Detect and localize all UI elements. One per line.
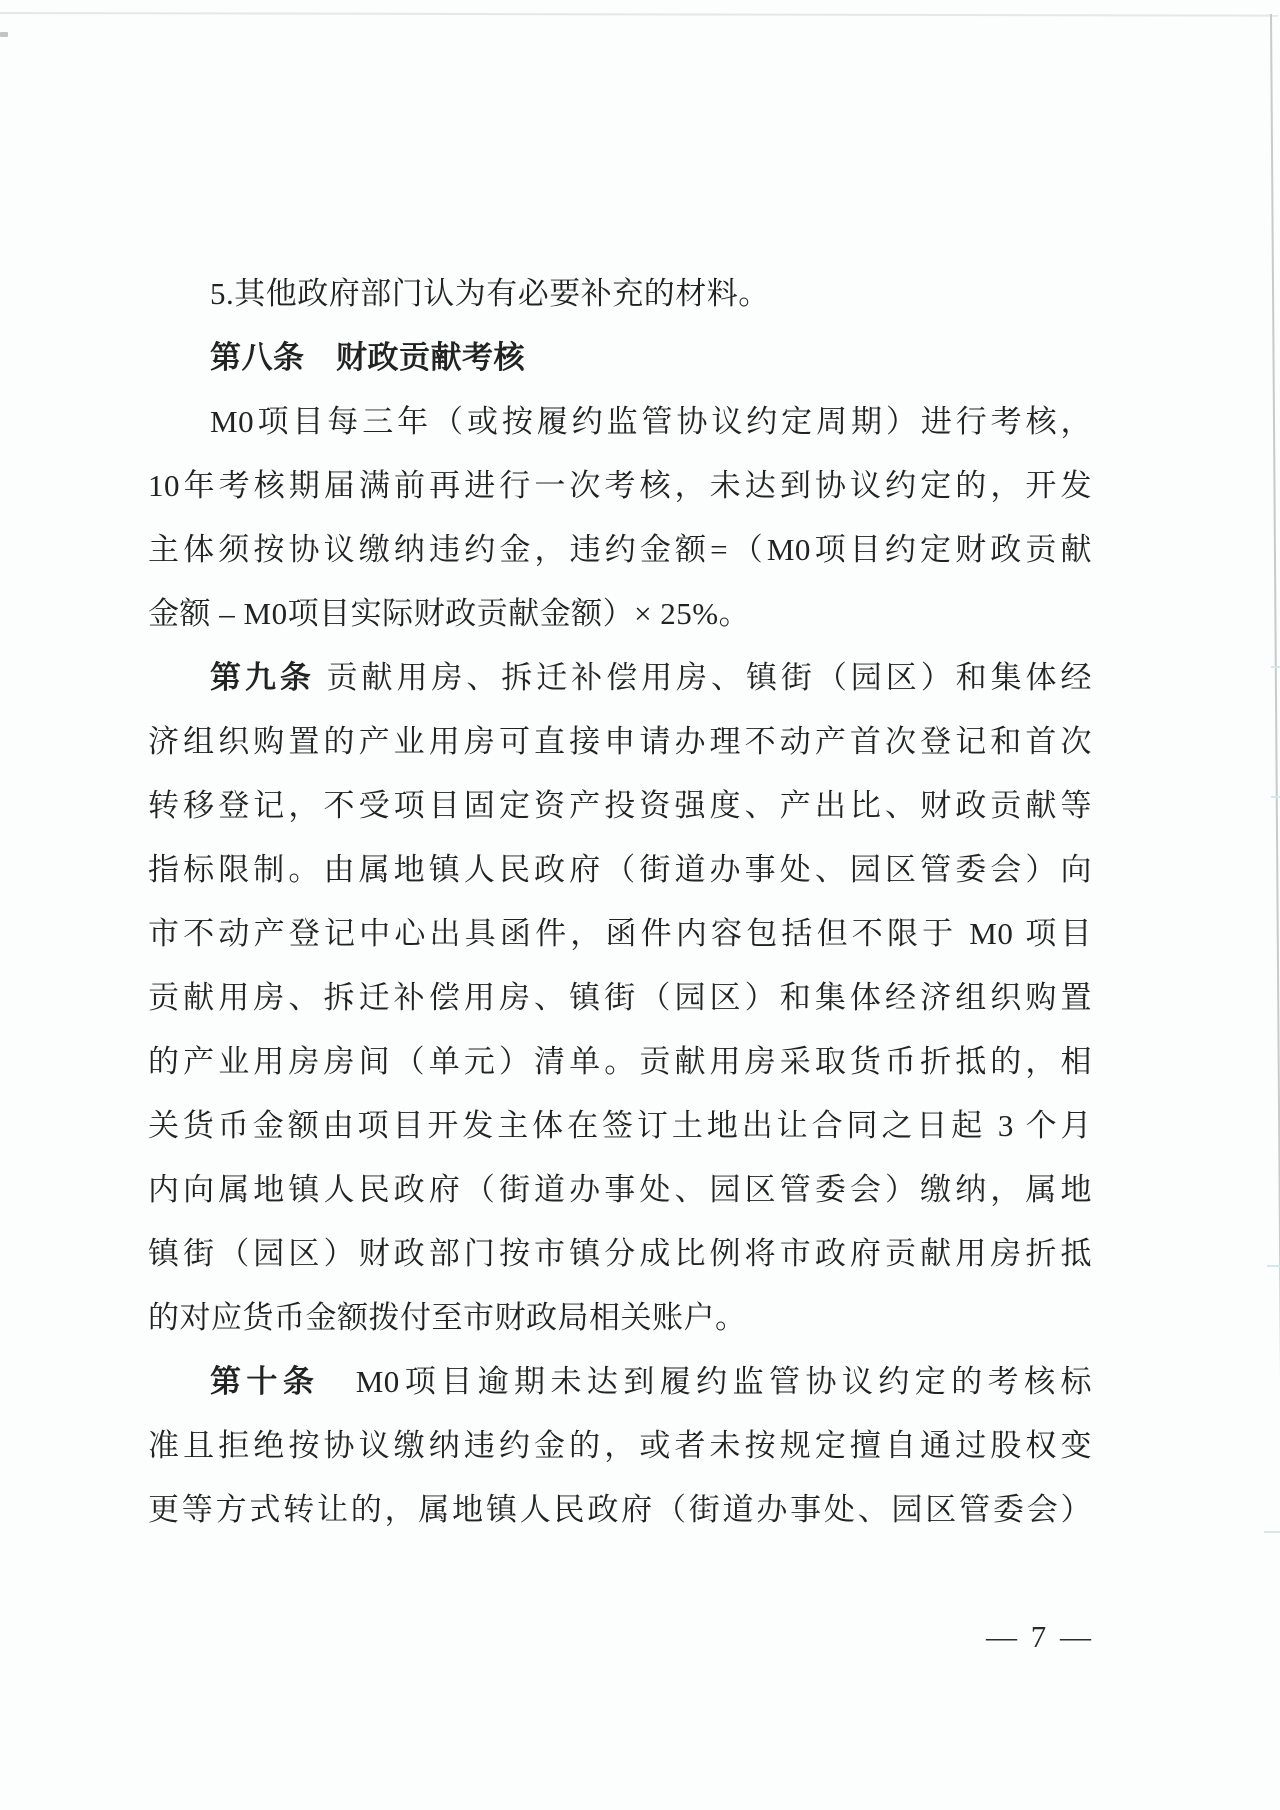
text-line: [148, 454, 1092, 518]
scan-top-edge-line: [0, 12, 1278, 16]
text-line: [148, 646, 1092, 710]
text-segment: M0项目逾期未达到履约监管协议约定的考核标: [319, 1364, 1093, 1399]
scan-right-edge-line: [1270, 14, 1280, 1808]
text-segment: 5.其他政府部门认为有必要补充的材料。: [210, 276, 770, 311]
text-segment: 10年考核期届满前再进行一次考核，未达到协议约定的，开发: [148, 468, 1092, 503]
text-segment: 更等方式转让的，属地镇人民政府（街道办事处、园区管委会）: [148, 1492, 1092, 1527]
text-segment: 镇街（园区）财政部门按市镇分成比例将市政府贡献用房折抵: [148, 1236, 1092, 1271]
text-line: [148, 1350, 1092, 1414]
text-segment: 关货币金额由项目开发主体在签订土地出让合同之日起 3 个月: [148, 1108, 1092, 1143]
text-segment: 市不动产登记中心出具函件，函件内容包括但不限于 M0 项目: [148, 916, 1092, 951]
text-line: [148, 262, 1092, 326]
scan-corner-mark: [0, 32, 8, 37]
text-segment: 金额 – M0项目实际财政贡献金额）× 25%。: [148, 596, 751, 631]
text-line: [148, 1414, 1092, 1478]
text-segment: 指标限制。由属地镇人民政府（街道办事处、园区管委会）向: [148, 852, 1092, 887]
text-line: [148, 1478, 1092, 1542]
text-segment: 的产业用房房间（单元）清单。贡献用房采取货币折抵的，相: [148, 1044, 1092, 1079]
text-line: [148, 838, 1092, 902]
text-line: [148, 774, 1092, 838]
scan-edge-tick: [1264, 1531, 1280, 1533]
bold-text-segment: 第八条 财政贡献考核: [210, 340, 525, 375]
text-line: [148, 902, 1092, 966]
bold-text-segment: 第九条: [210, 660, 315, 695]
text-line: [148, 966, 1092, 1030]
page-number: — 7 —: [986, 1619, 1094, 1654]
scan-edge-tick: [1267, 1265, 1280, 1267]
text-line: [148, 326, 1092, 390]
text-segment: 内向属地镇人民政府（街道办事处、园区管委会）缴纳，属地: [148, 1172, 1092, 1207]
scan-edge-tick: [1271, 796, 1280, 798]
text-segment: 贡献用房、拆迁补偿用房、镇街（园区）和集体经济组织购置: [148, 980, 1092, 1015]
text-line: [148, 582, 1092, 646]
text-segment: 的对应货币金额拨付至市财政局相关账户。: [148, 1300, 747, 1335]
text-line: [148, 710, 1092, 774]
text-segment: 贡献用房、拆迁补偿用房、镇街（园区）和集体经: [314, 660, 1093, 695]
scan-edge-tick: [1271, 666, 1280, 668]
text-line: [148, 1286, 1092, 1350]
text-line: [148, 518, 1092, 582]
text-line: [148, 1094, 1092, 1158]
text-line: [148, 1158, 1092, 1222]
text-line: [148, 1030, 1092, 1094]
bold-text-segment: 第十条: [210, 1364, 320, 1399]
text-line: [148, 390, 1092, 454]
text-segment: 转移登记，不受项目固定资产投资强度、产出比、财政贡献等: [148, 788, 1092, 823]
text-line: [148, 1222, 1092, 1286]
text-block: [148, 262, 1092, 1542]
text-segment: 准且拒绝按协议缴纳违约金的，或者未按规定擅自通过股权变: [148, 1428, 1092, 1463]
text-segment: 主体须按协议缴纳违约金，违约金额=（M0项目约定财政贡献: [148, 532, 1092, 567]
text-segment: 济组织购置的产业用房可直接申请办理不动产首次登记和首次: [148, 724, 1092, 759]
text-segment: M0项目每三年（或按履约监管协议约定周期）进行考核，: [210, 404, 1092, 439]
